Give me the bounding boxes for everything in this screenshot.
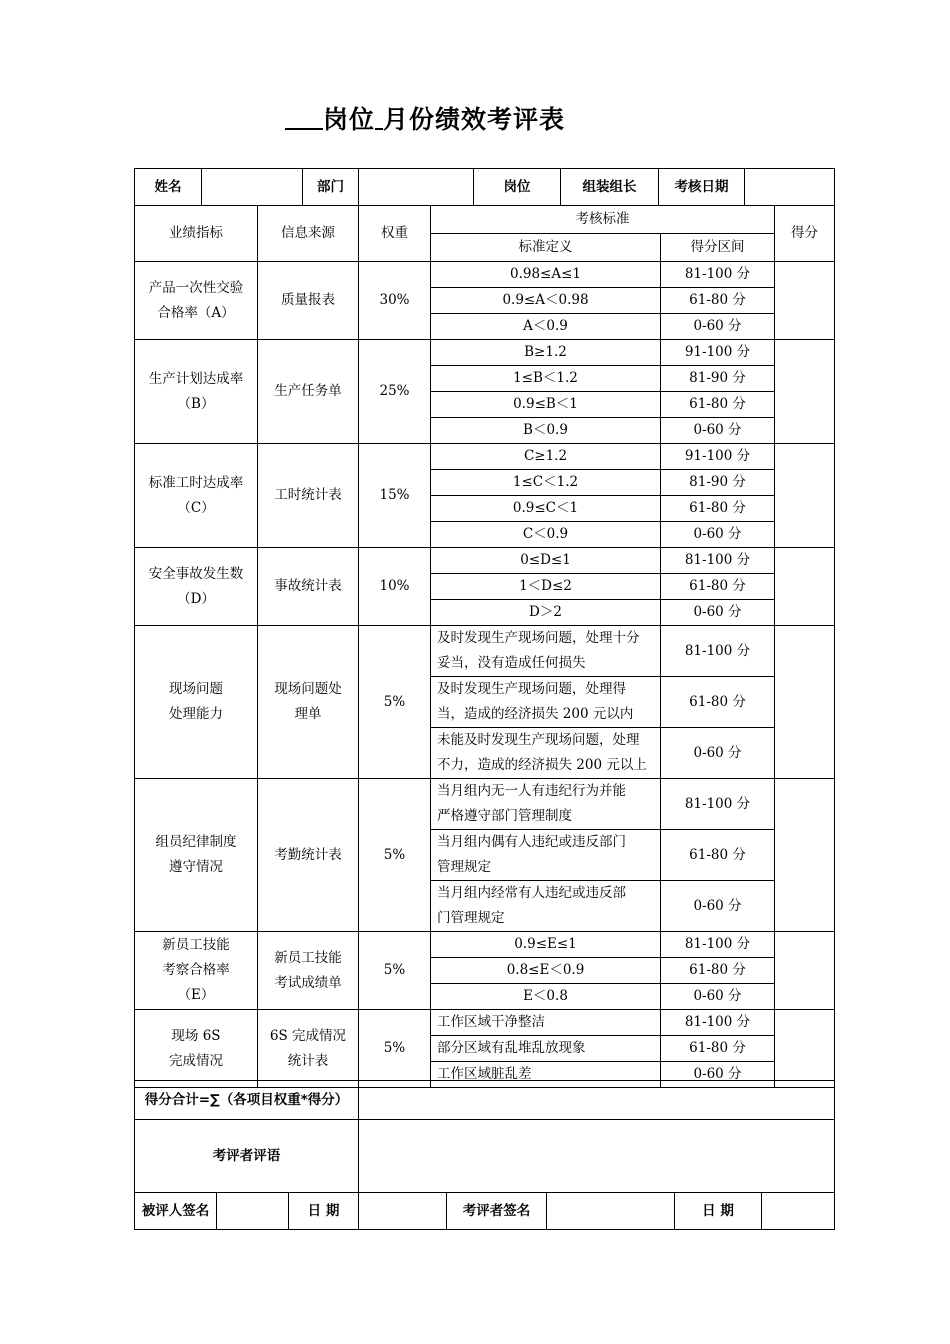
- indicator-name: 现场问题 处理能力: [135, 626, 258, 779]
- col-definition: 标准定义: [431, 234, 661, 262]
- col-criteria: 考核标准: [431, 206, 775, 234]
- criteria-range: 0-60 分: [661, 1062, 775, 1088]
- criteria-range: 61-80 分: [661, 574, 775, 600]
- criteria-definition: 1≤B＜1.2: [431, 366, 661, 392]
- total-field[interactable]: [359, 1081, 835, 1120]
- criteria-definition: 当月组内经常有人违纪或违反部 门管理规定: [431, 881, 661, 932]
- col-range: 得分区间: [661, 234, 775, 262]
- dept-label: 部门: [303, 169, 359, 206]
- criteria-definition: 1＜D≤2: [431, 574, 661, 600]
- criteria-range: 81-100 分: [661, 262, 775, 288]
- criteria-definition: C＜0.9: [431, 522, 661, 548]
- title-blank-month: [375, 104, 383, 130]
- criteria-definition: 及时发现生产现场问题，处理十分 妥当，没有造成任何损失: [431, 626, 661, 677]
- score-cell[interactable]: [775, 1010, 835, 1088]
- date-label-2: 日 期: [675, 1193, 762, 1230]
- indicator-weight: 30%: [359, 262, 431, 340]
- criteria-definition: 0.9≤B＜1: [431, 392, 661, 418]
- criteria-definition: E＜0.8: [431, 984, 661, 1010]
- indicators-table: [134, 205, 835, 1088]
- indicator-name: 安全事故发生数 （D）: [135, 548, 258, 626]
- indicator-source: 6S 完成情况 统计表: [258, 1010, 359, 1088]
- indicator-weight: 5%: [359, 932, 431, 1010]
- summary-table: [134, 1080, 835, 1193]
- name-field[interactable]: [202, 169, 303, 206]
- criteria-definition: 工作区域干净整洁: [431, 1010, 661, 1036]
- criteria-range: 0-60 分: [661, 984, 775, 1010]
- post-value: 组装组长: [561, 169, 659, 206]
- criteria-range: 0-60 分: [661, 728, 775, 779]
- evaluator-sign-label: 考评者签名: [447, 1193, 547, 1230]
- criteria-range: 61-80 分: [661, 830, 775, 881]
- indicator-source: 考勤统计表: [258, 779, 359, 932]
- criteria-definition: 0.8≤E＜0.9: [431, 958, 661, 984]
- criteria-range: 61-80 分: [661, 496, 775, 522]
- criteria-definition: 0≤D≤1: [431, 548, 661, 574]
- indicator-weight: 10%: [359, 548, 431, 626]
- post-label: 岗位: [474, 169, 561, 206]
- indicator-source: 新员工技能 考试成绩单: [258, 932, 359, 1010]
- header-info-table: [134, 168, 835, 206]
- criteria-definition: C≥1.2: [431, 444, 661, 470]
- criteria-range: 81-100 分: [661, 1010, 775, 1036]
- criteria-definition: 当月组内无一人有违纪行为并能 严格遵守部门管理制度: [431, 779, 661, 830]
- signature-table: [134, 1192, 835, 1230]
- indicator-weight: 5%: [359, 779, 431, 932]
- criteria-range: 81-90 分: [661, 366, 775, 392]
- criteria-definition: 部分区域有乱堆乱放现象: [431, 1036, 661, 1062]
- indicator-weight: 15%: [359, 444, 431, 548]
- indicator-name: 标准工时达成率 （C）: [135, 444, 258, 548]
- score-cell[interactable]: [775, 340, 835, 444]
- criteria-range: 61-80 分: [661, 958, 775, 984]
- criteria-definition: 0.9≤A＜0.98: [431, 288, 661, 314]
- criteria-definition: 及时发现生产现场问题，处理得 当，造成的经济损失 200 元以内: [431, 677, 661, 728]
- date-field-1[interactable]: [359, 1193, 447, 1230]
- indicator-source: 质量报表: [258, 262, 359, 340]
- criteria-definition: A＜0.9: [431, 314, 661, 340]
- criteria-definition: 当月组内偶有人违纪或违反部门 管理规定: [431, 830, 661, 881]
- evaluator-sign-field[interactable]: [547, 1193, 675, 1230]
- date-field-2[interactable]: [762, 1193, 835, 1230]
- comment-field[interactable]: [359, 1120, 835, 1193]
- date-label-1: 日 期: [289, 1193, 359, 1230]
- criteria-definition: 1≤C＜1.2: [431, 470, 661, 496]
- criteria-range: 91-100 分: [661, 444, 775, 470]
- score-cell[interactable]: [775, 779, 835, 932]
- score-cell[interactable]: [775, 626, 835, 779]
- criteria-range: 0-60 分: [661, 600, 775, 626]
- date-field[interactable]: [745, 169, 835, 206]
- indicator-name: 新员工技能 考察合格率 （E）: [135, 932, 258, 1010]
- indicator-weight: 25%: [359, 340, 431, 444]
- criteria-range: 0-60 分: [661, 314, 775, 340]
- name-label: 姓名: [135, 169, 202, 206]
- col-indicator: 业绩指标: [135, 206, 258, 262]
- indicator-source: 现场问题处 理单: [258, 626, 359, 779]
- col-score: 得分: [775, 206, 835, 262]
- criteria-definition: 0.9≤C＜1: [431, 496, 661, 522]
- indicator-name: 生产计划达成率 （B）: [135, 340, 258, 444]
- indicator-source: 工时统计表: [258, 444, 359, 548]
- date-label: 考核日期: [659, 169, 745, 206]
- criteria-range: 0-60 分: [661, 418, 775, 444]
- dept-field[interactable]: [359, 169, 474, 206]
- col-weight: 权重: [359, 206, 431, 262]
- evaluatee-sign-label: 被评人签名: [135, 1193, 217, 1230]
- comment-label: 考评者评语: [135, 1120, 359, 1193]
- score-cell[interactable]: [775, 932, 835, 1010]
- score-cell[interactable]: [775, 262, 835, 340]
- indicator-weight: 5%: [359, 626, 431, 779]
- criteria-range: 81-100 分: [661, 779, 775, 830]
- title-blank-post: [285, 104, 323, 130]
- criteria-definition: 0.9≤E≤1: [431, 932, 661, 958]
- indicator-name: 组员纪律制度 遵守情况: [135, 779, 258, 932]
- criteria-definition: 0.98≤A≤1: [431, 262, 661, 288]
- score-cell[interactable]: [775, 444, 835, 548]
- criteria-range: 61-80 分: [661, 1036, 775, 1062]
- criteria-range: 0-60 分: [661, 522, 775, 548]
- score-cell[interactable]: [775, 548, 835, 626]
- criteria-definition: 未能及时发现生产现场问题，处理 不力，造成的经济损失 200 元以上: [431, 728, 661, 779]
- page-title: [0, 100, 950, 136]
- indicator-name: 现场 6S 完成情况: [135, 1010, 258, 1088]
- criteria-range: 61-80 分: [661, 677, 775, 728]
- col-source: 信息来源: [258, 206, 359, 262]
- criteria-range: 81-100 分: [661, 548, 775, 574]
- criteria-range: 91-100 分: [661, 340, 775, 366]
- total-label: 得分合计=∑（各项目权重*得分）: [135, 1081, 359, 1120]
- evaluatee-sign-field[interactable]: [217, 1193, 289, 1230]
- indicator-name: 产品一次性交验 合格率（A）: [135, 262, 258, 340]
- title-month: 月份绩效考评表: [383, 105, 566, 134]
- criteria-range: 61-80 分: [661, 288, 775, 314]
- criteria-definition: B＜0.9: [431, 418, 661, 444]
- criteria-definition: B≥1.2: [431, 340, 661, 366]
- criteria-definition: 工作区域脏乱差: [431, 1062, 661, 1088]
- indicator-source: 生产任务单: [258, 340, 359, 444]
- criteria-range: 81-100 分: [661, 626, 775, 677]
- criteria-range: 0-60 分: [661, 881, 775, 932]
- criteria-range: 81-90 分: [661, 470, 775, 496]
- criteria-range: 81-100 分: [661, 932, 775, 958]
- criteria-range: 61-80 分: [661, 392, 775, 418]
- indicator-weight: 5%: [359, 1010, 431, 1088]
- title-post: 岗位: [322, 105, 375, 134]
- criteria-definition: D＞2: [431, 600, 661, 626]
- indicator-source: 事故统计表: [258, 548, 359, 626]
